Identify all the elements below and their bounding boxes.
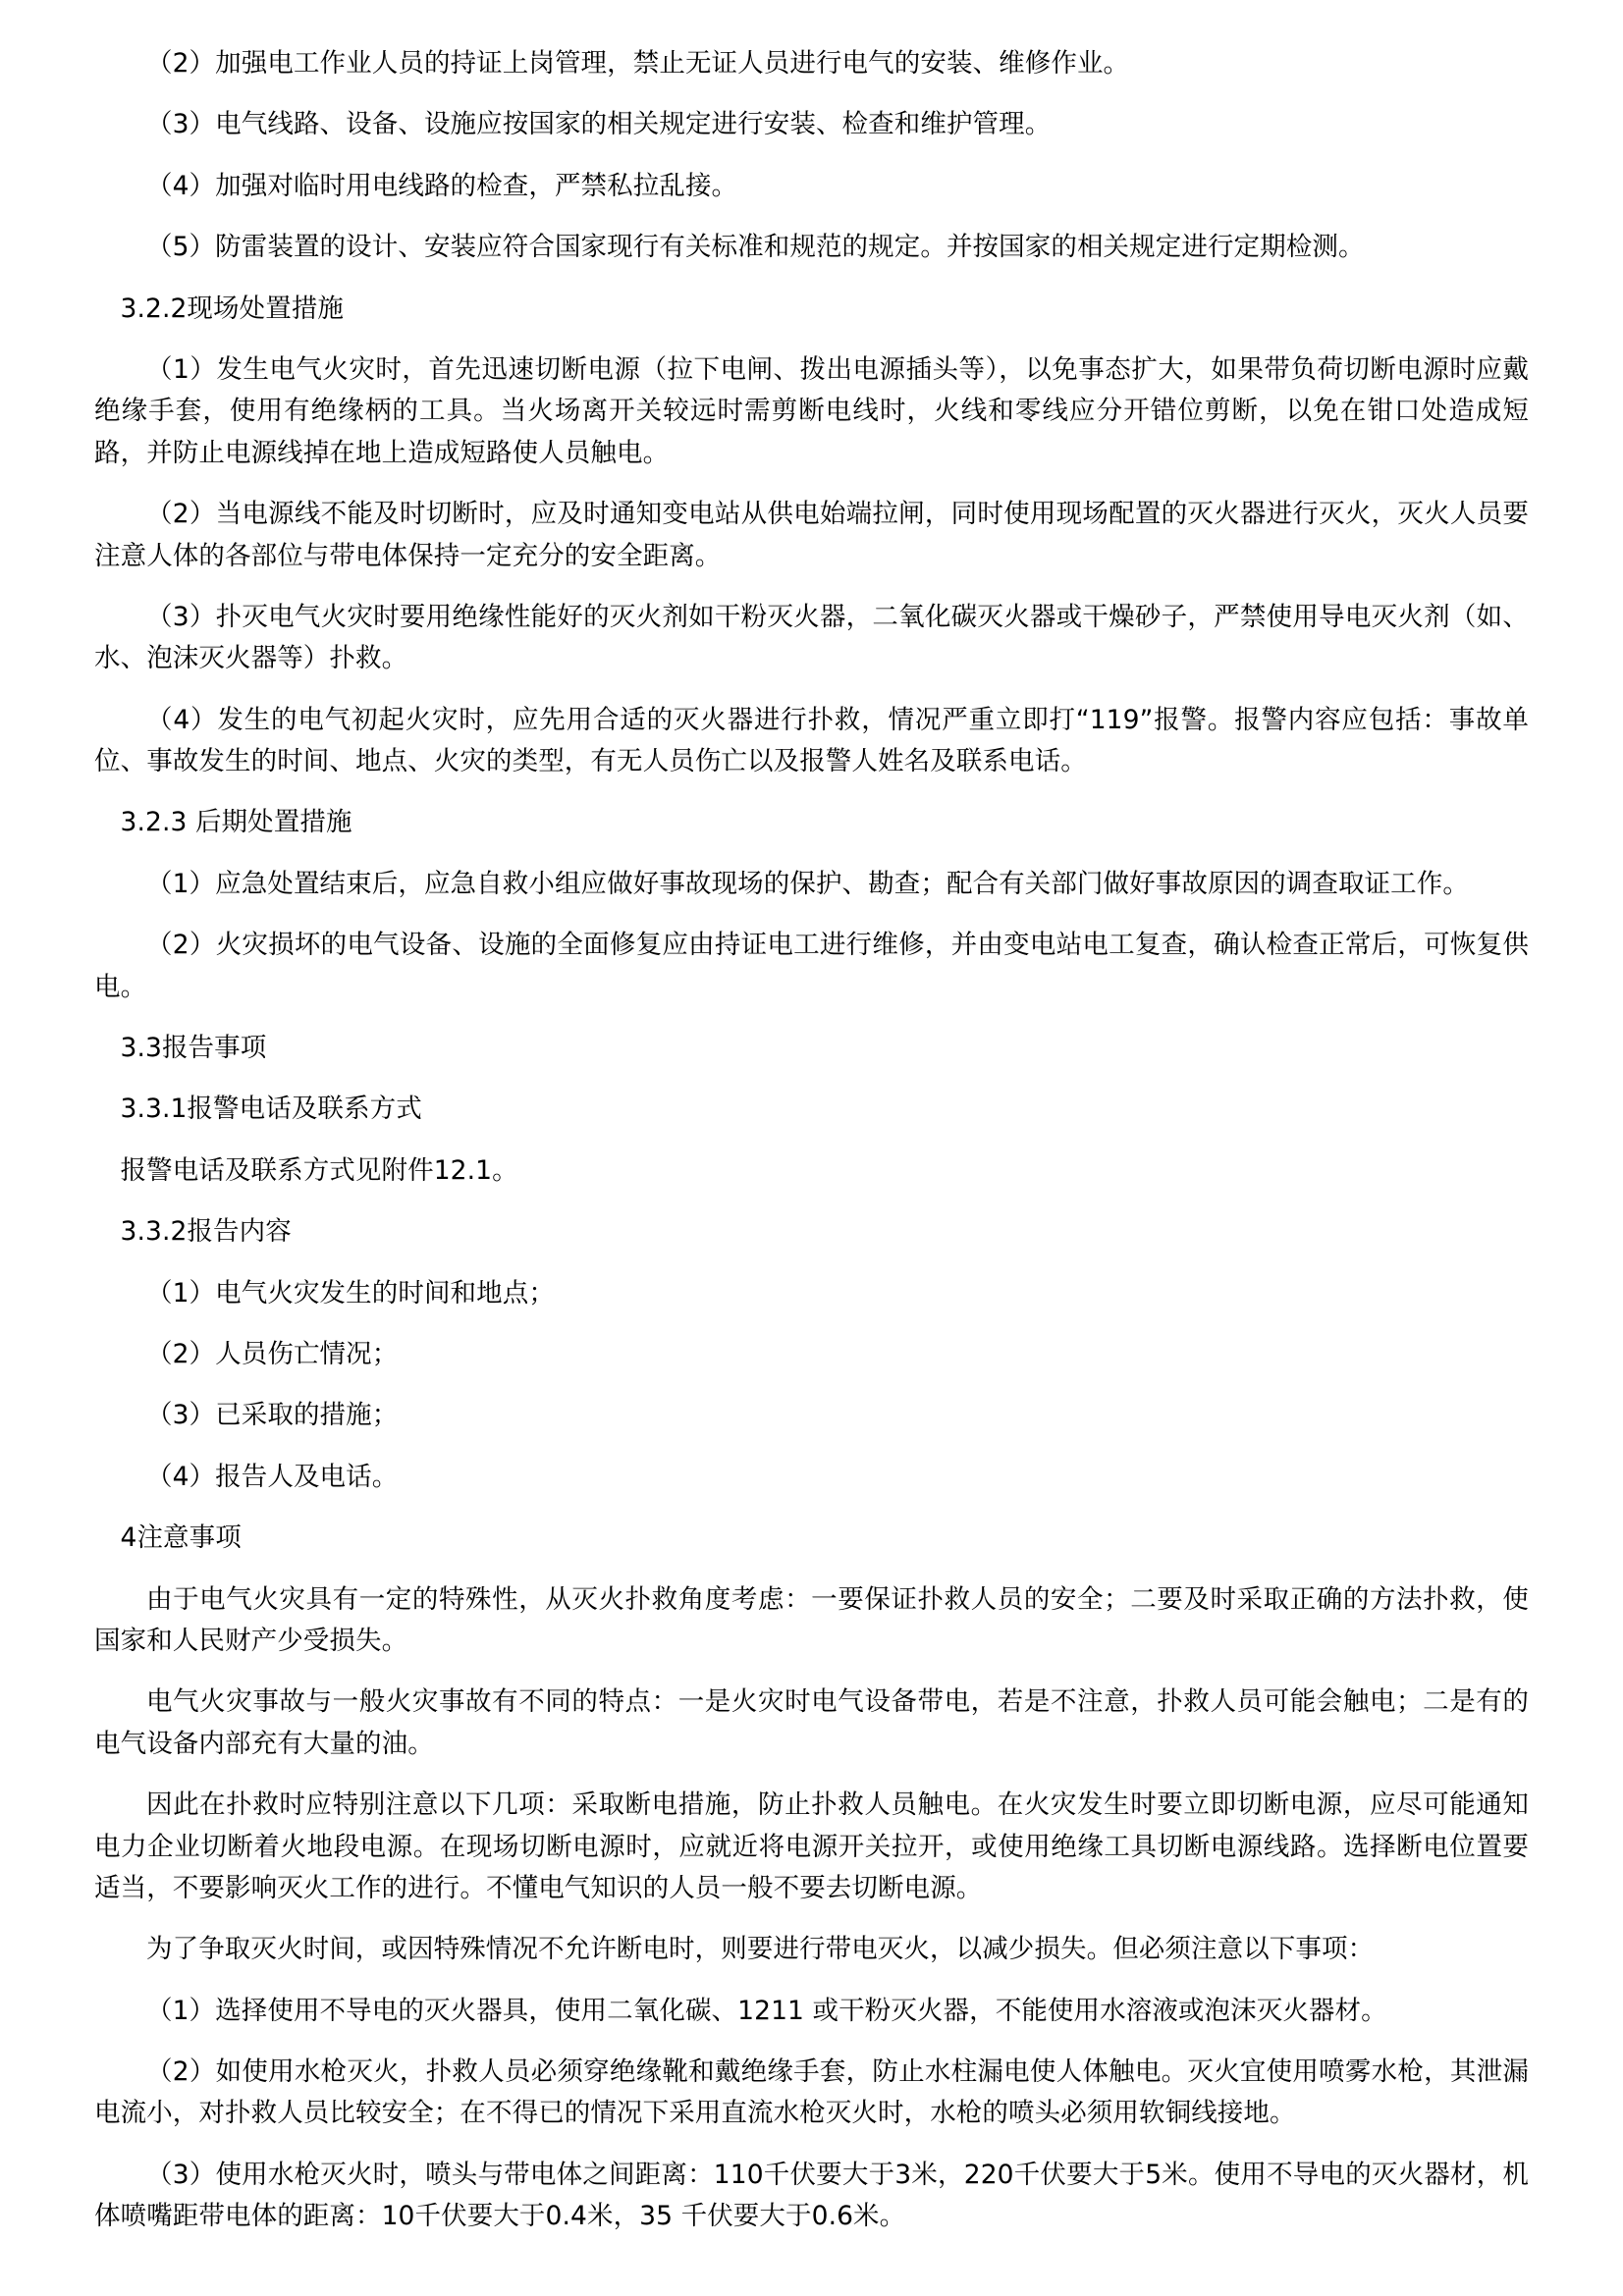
para-4-2: 电气火灾事故与一般火灾事故有不同的特点：一是火灾时电气设备带电，若是不注意，扑救人员可能会触电；二是有的电气设备内部充有大量的油。 [94, 1686, 1529, 1759]
item-3-2-3-1: （1）应急处置结束后，应急自救小组应做好事故现场的保护、勘查；配合有关部门做好事故原因的调查取证工作。 [146, 868, 1469, 899]
heading-3-2-2: 3.2.2现场处置措施 [120, 293, 345, 324]
item-3-2-1-5: （5）防雷装置的设计、安装应符合国家现行有关标准和规范的规定。并按国家的相关规定进行定期检测。 [146, 232, 1365, 263]
para-4-4: 为了争取灭火时间，或因特殊情况不允许断电时，则要进行带电灭火，以减少损失。但必须注意以下事项： [146, 1934, 1375, 1965]
item-3-2-2-2: （2）当电源线不能及时切断时，应及时通知变电站从供电始端拉闸，同时使用现场配置的灭火器进行灭火，灭火人员要注意人体的各部位与带电体保持一定充分的安全距离。 [94, 499, 1529, 571]
item-4-2: （2）如使用水枪灭火，扑救人员必须穿绝缘靴和戴绝缘手套，防止水柱漏电使人体触电。灭火宜使用喷雾水枪，其泄漏电流小，对扑救人员比较安全；在不得已的情况下采用直流水枪灭火时，水枪的喷头必须用软铜线接地。 [94, 2056, 1529, 2129]
item-3-2-1-2: （2）加强电工作业人员的持证上岗管理，禁止无证人员进行电气的安装、维修作业。 [146, 48, 1130, 79]
item-3-2-2-4: （4）发生的电气初起火灾时，应先用合适的灭火器进行扑救，情况严重立即打“119”报警。报警内容应包括：事故单位、事故发生的时间、地点、火灾的类型，有无人员伤亡以及报警人姓名及联系电话。 [94, 704, 1529, 777]
para-4-1: 由于电气火灾具有一定的特殊性，从灭火扑救角度考虑：一要保证扑救人员的安全；二要及时采取正确的方法扑救，使国家和人民财产少受损失。 [94, 1583, 1529, 1656]
item-3-2-1-3: （3）电气线路、设备、设施应按国家的相关规定进行安装、检查和维护管理。 [146, 109, 1052, 140]
item-3-2-2-3: （3）扑灭电气火灾时要用绝缘性能好的灭火剂如干粉灭火器，二氧化碳灭火器或干燥砂子，严禁使用导电灭火剂（如、水、泡沫灭火器等）扑救。 [94, 601, 1529, 674]
item-3-2-3-2: （2）火灾损坏的电气设备、设施的全面修复应由持证电工进行维修，并由变电站电工复查，确认检查正常后，可恢复供电。 [94, 930, 1529, 1002]
item-3-3-2-1: （1）电气火灾发生的时间和地点； [146, 1277, 555, 1308]
document-body [94, 43, 1529, 2238]
item-4-1: （1）选择使用不导电的灭火器具，使用二氧化碳、1211 或干粉灭火器，不能使用水溶液或泡沫灭火器材。 [146, 1995, 1387, 2026]
item-3-3-2-3: （3）已采取的措施； [146, 1400, 399, 1431]
text-alarm-phone-reference: 报警电话及联系方式见附件12.1。 [120, 1154, 518, 1186]
item-3-3-2-4: （4）报告人及电话。 [146, 1461, 399, 1492]
para-4-3: 因此在扑救时应特别注意以下几项：采取断电措施，防止扑救人员触电。在火灾发生时要立即切断电源，应尽可能通知电力企业切断着火地段电源。在现场切断电源时，应就近将电源开关拉开，或使用绝缘工具切断电源线路。选择断电位置要适当，不要影响灭火工作的进行。不懂电气知识的人员一般不要去切断电源。 [94, 1789, 1529, 1903]
item-3-2-1-4: （4）加强对临时用电线路的检查，严禁私拉乱接。 [146, 170, 738, 201]
heading-3-3-2: 3.3.2报告内容 [120, 1216, 292, 1248]
item-4-3: （3）使用水枪灭火时，喷头与带电体之间距离：110千伏要大于3米，220千伏要大于5米。使用不导电的灭火器材，机体喷嘴距带电体的距离：10千伏要大于0.4米，35 千伏要大于0.6米。 [94, 2159, 1529, 2232]
heading-3-3: 3.3报告事项 [120, 1033, 267, 1064]
item-3-3-2-2: （2）人员伤亡情况； [146, 1338, 399, 1369]
heading-3-2-3: 3.2.3 后期处置措施 [120, 807, 352, 838]
item-3-2-2-1: （1）发生电气火灾时，首先迅速切断电源（拉下电闸、拨出电源插头等），以免事态扩大，如果带负荷切断电源时应戴绝缘手套，使用有绝缘柄的工具。当火场离开关较远时需剪断电线时，火线和零线应分开错位剪断，以免在钳口处造成短路，并防止电源线掉在地上造成短路使人员触电。 [94, 353, 1529, 468]
heading-4: 4注意事项 [120, 1522, 242, 1554]
heading-3-3-1: 3.3.1报警电话及联系方式 [120, 1094, 422, 1125]
